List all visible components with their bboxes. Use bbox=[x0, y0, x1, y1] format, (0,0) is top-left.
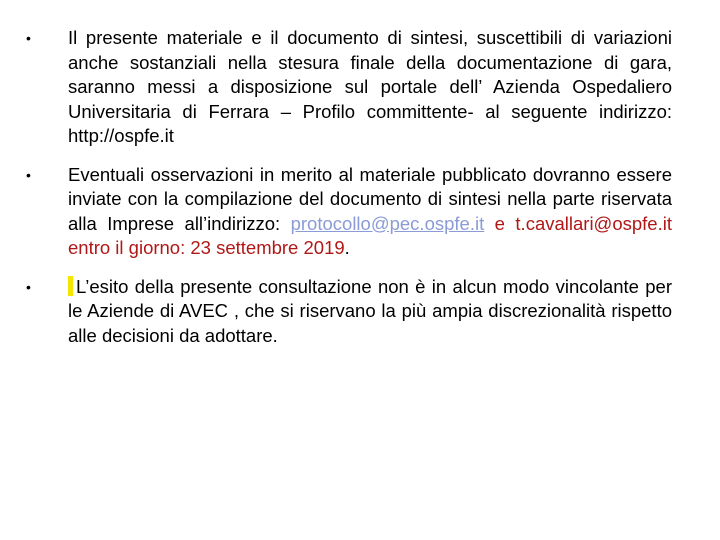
deadline-text: t.cavallari@ospfe.it entro il giorno: 23 settembre 2019 bbox=[68, 212, 672, 258]
pec-email-link[interactable]: protocollo@pec.ospfe.it bbox=[290, 212, 485, 234]
outcome-text: L’esito della presente consultazione non è in alcun modo vincolante per le Aziende di AVEC , che si riservano la più ampia discrezionalità rispetto alle decisioni da adottare. bbox=[68, 275, 672, 346]
conjunction-text: e bbox=[484, 212, 505, 234]
bullet-text-material: Il presente materiale e il documento di sintesi, suscettibili di variazioni anche sostanziali nella stesura finale della documentazione di gara, saranno messi a disposizione sul portale dell’ Azienda Ospedaliero Universitaria di Ferrara – Profilo committente- al seguente indirizzo: http://ospfe.it bbox=[68, 27, 672, 146]
observations-text: Eventuali osservazioni in merito al materiale pubblicato dovranno essere inviate con la compilazione del documento di sintesi nella parte riservata alla Imprese all’indirizzo: bbox=[68, 163, 672, 234]
bullet-item-1 bbox=[26, 26, 672, 149]
bullet-text-observations bbox=[68, 163, 672, 261]
bullet-text-outcome bbox=[68, 275, 672, 349]
bullet-list bbox=[26, 26, 672, 362]
bullet-symbol: • bbox=[26, 30, 31, 46]
bullet-symbol: • bbox=[26, 166, 31, 183]
bullet-item-2 bbox=[26, 163, 672, 261]
bullet-symbol: • bbox=[26, 278, 31, 295]
sentence-end: . bbox=[344, 237, 350, 258]
bullet-item-3 bbox=[26, 275, 672, 349]
highlight-marker bbox=[68, 276, 73, 296]
